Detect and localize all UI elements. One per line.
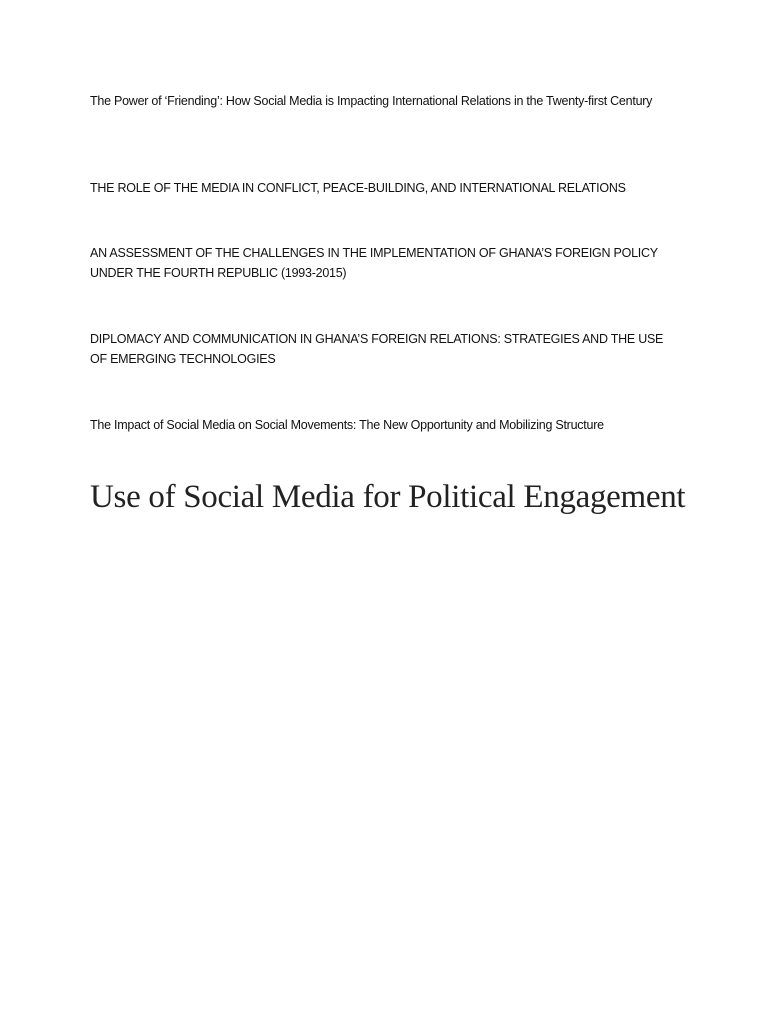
- topic-title: The Impact of Social Media on Social Movements: The New Opportunity and Mobilizing Structure: [90, 418, 604, 432]
- section-heading: Use of Social Media for Political Engagement: [90, 479, 686, 515]
- topic-title: AN ASSESSMENT OF THE CHALLENGES IN THE IMPLEMENTATION OF GHANA’S FOREIGN POLICY UNDER THE FOURTH REPUBLIC (1993-2015): [90, 246, 658, 280]
- topic-title: The Power of ‘Friending’: How Social Media is Impacting International Relations in the Twenty-first Century: [90, 94, 653, 108]
- topic-title: DIPLOMACY AND COMMUNICATION IN GHANA’S FOREIGN RELATIONS: STRATEGIES AND THE USE OF EMERGING TECHNOLOGIES: [90, 332, 664, 366]
- topic-title: THE ROLE OF THE MEDIA IN CONFLICT, PEACE-BUILDING, AND INTERNATIONAL RELATIONS: [90, 181, 626, 195]
